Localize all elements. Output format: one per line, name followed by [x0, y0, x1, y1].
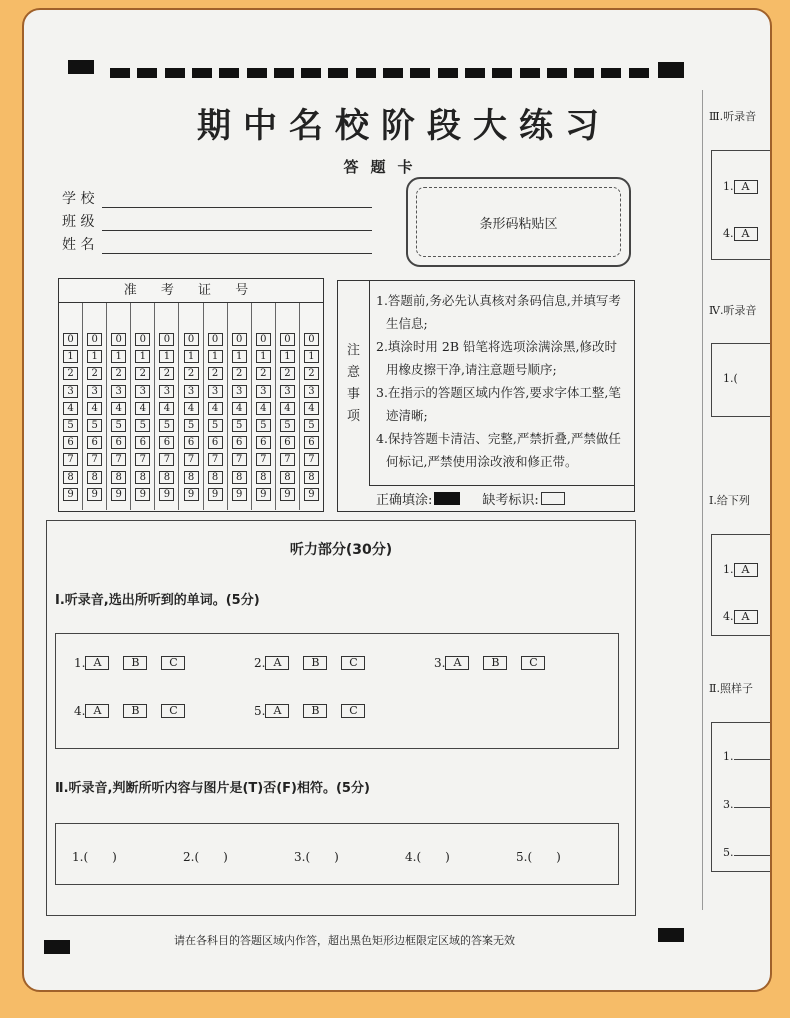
correct-fill-label: 正确填涂:: [376, 493, 433, 508]
part2-answer-box: [55, 823, 619, 885]
digit-bubble[interactable]: 0: [111, 333, 126, 346]
barcode-area: [406, 177, 631, 267]
option-a[interactable]: A: [734, 563, 758, 577]
digit-bubble[interactable]: 9: [304, 488, 319, 501]
digit-bubble[interactable]: 9: [111, 488, 126, 501]
option-a[interactable]: A: [445, 656, 469, 670]
option-a[interactable]: A: [265, 656, 289, 670]
digit-bubble[interactable]: 7: [280, 453, 295, 466]
class-field[interactable]: [62, 211, 372, 231]
digit-bubble[interactable]: 4: [111, 402, 126, 415]
notice-item: 3.在指示的答题区域内作答,要求字体工整,笔迹清晰;: [376, 385, 621, 423]
digit-bubble[interactable]: 9: [208, 488, 223, 501]
digit-bubble[interactable]: 6: [159, 436, 174, 449]
digit-bubble[interactable]: 7: [256, 453, 271, 466]
digit-bubble[interactable]: 4: [208, 402, 223, 415]
digit-bubble[interactable]: 9: [135, 488, 150, 501]
listening-title: 听力部分(30分): [289, 542, 393, 558]
option-c[interactable]: C: [521, 656, 545, 670]
timing-mark: [110, 68, 130, 78]
question-3: [434, 656, 559, 670]
digit-bubble[interactable]: 1: [280, 350, 295, 363]
page-subtitle: 答题卡: [343, 158, 425, 176]
q-num: 3.: [723, 798, 734, 811]
ticket-column: [179, 303, 203, 510]
timing-mark: [383, 68, 403, 78]
part1-answer-box: [55, 633, 619, 749]
digit-bubble[interactable]: 2: [304, 367, 319, 380]
digit-bubble[interactable]: 5: [304, 419, 319, 432]
timing-mark: [492, 68, 512, 78]
digit-bubble[interactable]: 3: [111, 385, 126, 398]
digit-bubble[interactable]: 9: [184, 488, 199, 501]
digit-bubble[interactable]: 5: [256, 419, 271, 432]
digit-bubble[interactable]: 7: [87, 453, 102, 466]
digit-bubble[interactable]: 5: [111, 419, 126, 432]
digit-bubble[interactable]: 3: [63, 385, 78, 398]
digit-bubble[interactable]: 6: [184, 436, 199, 449]
ticket-column: [59, 303, 83, 510]
option-b[interactable]: B: [303, 704, 327, 718]
q-num: 4.: [723, 227, 734, 240]
digit-bubble[interactable]: 0: [280, 333, 295, 346]
digit-bubble[interactable]: 1: [159, 350, 174, 363]
timing-mark: [410, 68, 430, 78]
digit-bubble[interactable]: 7: [63, 453, 78, 466]
digit-bubble[interactable]: 8: [87, 471, 102, 484]
digit-bubble[interactable]: 6: [111, 436, 126, 449]
question-4: [74, 704, 199, 718]
question-number: 2.: [254, 656, 266, 670]
digit-bubble[interactable]: 2: [256, 367, 271, 380]
digit-bubble[interactable]: 1: [208, 350, 223, 363]
digit-bubble[interactable]: 2: [232, 367, 247, 380]
digit-bubble[interactable]: 8: [232, 471, 247, 484]
digit-bubble[interactable]: 9: [280, 488, 295, 501]
digit-bubble[interactable]: 0: [87, 333, 102, 346]
question-5: [254, 704, 379, 718]
timing-mark: [165, 68, 185, 78]
digit-bubble[interactable]: 3: [280, 385, 295, 398]
option-b[interactable]: B: [303, 656, 327, 670]
digit-bubble[interactable]: 3: [232, 385, 247, 398]
option-a[interactable]: A: [85, 704, 109, 718]
digit-bubble[interactable]: 6: [135, 436, 150, 449]
digit-bubble[interactable]: 4: [232, 402, 247, 415]
question-number: 4.: [74, 704, 86, 718]
digit-bubble[interactable]: 1: [63, 350, 78, 363]
digit-bubble[interactable]: 4: [280, 402, 295, 415]
digit-bubble[interactable]: 1: [184, 350, 199, 363]
q-num: 5.: [723, 846, 734, 859]
digit-bubble[interactable]: 6: [256, 436, 271, 449]
barcode-label: 条形码粘贴区: [416, 187, 621, 257]
digit-bubble[interactable]: 3: [256, 385, 271, 398]
digit-bubble[interactable]: 9: [232, 488, 247, 501]
digit-bubble[interactable]: 7: [111, 453, 126, 466]
digit-bubble[interactable]: 5: [184, 419, 199, 432]
answer-sheet: [22, 8, 772, 992]
notice-label: 项: [346, 408, 360, 424]
footer-note: 请在各科目的答题区域内作答，超出黑色矩形边框限定区域的答案无效: [174, 934, 515, 947]
digit-bubble[interactable]: 2: [87, 367, 102, 380]
question-number: 1.: [74, 656, 86, 670]
digit-bubble[interactable]: 2: [159, 367, 174, 380]
digit-bubble[interactable]: 8: [184, 471, 199, 484]
q-num: 1.: [723, 563, 734, 576]
question-number: 3.: [434, 656, 446, 670]
digit-bubble[interactable]: 4: [63, 402, 78, 415]
digit-bubble[interactable]: 7: [135, 453, 150, 466]
ticket-column: [83, 303, 107, 510]
alignment-mark: [44, 940, 70, 954]
digit-bubble[interactable]: 6: [63, 436, 78, 449]
question-number: 5.: [254, 704, 266, 718]
digit-bubble[interactable]: 0: [159, 333, 174, 346]
answer-item[interactable]: 1.(: [723, 372, 738, 385]
digit-bubble[interactable]: 8: [111, 471, 126, 484]
digit-bubble[interactable]: 0: [304, 333, 319, 346]
part1-title: Ⅰ.听录音,选出所听到的单词。(5分): [55, 593, 260, 608]
digit-bubble[interactable]: 8: [208, 471, 223, 484]
digit-bubble[interactable]: 4: [135, 402, 150, 415]
digit-bubble[interactable]: 6: [87, 436, 102, 449]
section-title: Ⅰ.给下列: [709, 494, 750, 507]
digit-bubble[interactable]: 3: [184, 385, 199, 398]
tf-answer-1[interactable]: 1.( ): [72, 850, 117, 864]
digit-bubble[interactable]: 5: [208, 419, 223, 432]
ticket-column: [204, 303, 228, 510]
digit-bubble[interactable]: 7: [208, 453, 223, 466]
option-c[interactable]: C: [161, 656, 185, 670]
timing-mark: [574, 68, 594, 78]
digit-bubble[interactable]: 2: [184, 367, 199, 380]
section-title: Ⅳ.听录音: [709, 304, 757, 317]
ticket-column: [300, 303, 323, 510]
digit-bubble[interactable]: 8: [280, 471, 295, 484]
digit-bubble[interactable]: 1: [87, 350, 102, 363]
digit-bubble[interactable]: 2: [208, 367, 223, 380]
digit-bubble[interactable]: 9: [159, 488, 174, 501]
q-num: 1.: [723, 750, 734, 763]
digit-bubble[interactable]: 0: [208, 333, 223, 346]
timing-mark: [629, 68, 649, 78]
timing-mark: [601, 68, 621, 78]
digit-bubble[interactable]: 4: [159, 402, 174, 415]
digit-bubble[interactable]: 0: [232, 333, 247, 346]
digit-bubble[interactable]: 5: [135, 419, 150, 432]
notice-label: 事: [346, 386, 360, 402]
option-b[interactable]: B: [123, 704, 147, 718]
tf-answer-2[interactable]: 2.( ): [183, 850, 228, 864]
digit-bubble[interactable]: 1: [232, 350, 247, 363]
absent-mark-label: 缺考标识:: [482, 493, 539, 508]
option-c[interactable]: C: [341, 704, 365, 718]
ticket-column: [107, 303, 131, 510]
digit-bubble[interactable]: 6: [208, 436, 223, 449]
timing-mark: [520, 68, 540, 78]
timing-mark: [356, 68, 376, 78]
timing-mark: [274, 68, 294, 78]
digit-bubble[interactable]: 3: [87, 385, 102, 398]
tf-answer-3[interactable]: 3.( ): [294, 850, 339, 864]
timing-mark: [301, 68, 321, 78]
timing-mark: [247, 68, 267, 78]
page-title: 期中名校阶段大练习: [197, 106, 611, 146]
option-b[interactable]: B: [483, 656, 507, 670]
option-c[interactable]: C: [341, 656, 365, 670]
digit-bubble[interactable]: 5: [280, 419, 295, 432]
filled-sample: [434, 492, 460, 505]
timing-mark: [219, 68, 239, 78]
section-title: Ⅱ.照样子: [709, 682, 753, 695]
ticket-column: [228, 303, 252, 510]
timing-mark: [192, 68, 212, 78]
digit-bubble[interactable]: 7: [159, 453, 174, 466]
field-label: 学 校: [62, 191, 95, 207]
listening-section: [46, 520, 636, 916]
digit-bubble[interactable]: 5: [87, 419, 102, 432]
field-label: 姓 名: [62, 237, 95, 253]
alignment-mark: [68, 60, 94, 74]
absent-mark-box[interactable]: [541, 492, 565, 505]
digit-bubble[interactable]: 2: [63, 367, 78, 380]
question-2: [254, 656, 379, 670]
digit-bubble[interactable]: 9: [256, 488, 271, 501]
digit-bubble[interactable]: 6: [232, 436, 247, 449]
digit-bubble[interactable]: 1: [135, 350, 150, 363]
digit-bubble[interactable]: 0: [135, 333, 150, 346]
digit-bubble[interactable]: 1: [256, 350, 271, 363]
notice-item: 4.保持答题卡清洁、完整,严禁折叠,严禁做任何标记,严禁使用涂改液和修正带。: [376, 431, 621, 469]
timing-mark: [438, 68, 458, 78]
ticket-column: [252, 303, 276, 510]
digit-bubble[interactable]: 5: [159, 419, 174, 432]
digit-bubble[interactable]: 8: [256, 471, 271, 484]
timing-mark: [137, 68, 157, 78]
notice-label: 意: [346, 364, 360, 380]
field-label: 班 级: [62, 214, 95, 230]
digit-bubble[interactable]: 5: [63, 419, 78, 432]
digit-bubble[interactable]: 8: [63, 471, 78, 484]
timing-mark: [547, 68, 567, 78]
school-field[interactable]: [62, 188, 372, 208]
next-page-strip: [702, 90, 772, 910]
notice-item: 2.填涂时用 2B 铅笔将选项涂满涂黑,修改时用橡皮擦干净,请注意题号顺序;: [376, 339, 617, 377]
notice-box: [337, 280, 635, 512]
digit-bubble[interactable]: 9: [63, 488, 78, 501]
digit-bubble[interactable]: 3: [304, 385, 319, 398]
alignment-mark: [658, 62, 684, 78]
digit-bubble[interactable]: 6: [304, 436, 319, 449]
digit-bubble[interactable]: 4: [87, 402, 102, 415]
timing-mark: [465, 68, 485, 78]
digit-bubble[interactable]: 3: [135, 385, 150, 398]
digit-bubble[interactable]: 1: [304, 350, 319, 363]
digit-bubble[interactable]: 7: [232, 453, 247, 466]
option-c[interactable]: C: [161, 704, 185, 718]
digit-bubble[interactable]: 9: [87, 488, 102, 501]
digit-bubble[interactable]: 0: [184, 333, 199, 346]
ticket-column: [276, 303, 300, 510]
option-a[interactable]: A: [265, 704, 289, 718]
digit-bubble[interactable]: 3: [159, 385, 174, 398]
notice-item: 1.答题前,务必先认真核对条码信息,并填写考生信息;: [376, 293, 621, 331]
option-a[interactable]: A: [734, 610, 758, 624]
q-num: 1.: [723, 180, 734, 193]
digit-bubble[interactable]: 8: [159, 471, 174, 484]
timing-mark: [328, 68, 348, 78]
tf-answer-5[interactable]: 5.( ): [516, 850, 561, 864]
digit-bubble[interactable]: 5: [232, 419, 247, 432]
digit-bubble[interactable]: 2: [111, 367, 126, 380]
option-a[interactable]: A: [734, 180, 758, 194]
digit-bubble[interactable]: 6: [280, 436, 295, 449]
notice-label: 注: [346, 342, 360, 358]
digit-bubble[interactable]: 2: [280, 367, 295, 380]
ticket-number-grid[interactable]: [58, 278, 324, 512]
digit-bubble[interactable]: 7: [304, 453, 319, 466]
digit-bubble[interactable]: 0: [63, 333, 78, 346]
digit-bubble[interactable]: 4: [184, 402, 199, 415]
digit-bubble[interactable]: 4: [304, 402, 319, 415]
q-num: 4.: [723, 610, 734, 623]
digit-bubble[interactable]: 3: [208, 385, 223, 398]
digit-bubble[interactable]: 4: [256, 402, 271, 415]
ticket-column: [155, 303, 179, 510]
alignment-mark: [658, 928, 684, 942]
digit-bubble[interactable]: 8: [304, 471, 319, 484]
option-a[interactable]: A: [85, 656, 109, 670]
option-b[interactable]: B: [123, 656, 147, 670]
digit-bubble[interactable]: 0: [256, 333, 271, 346]
name-field[interactable]: [62, 234, 372, 254]
option-a[interactable]: A: [734, 227, 758, 241]
digit-bubble[interactable]: 1: [111, 350, 126, 363]
digit-bubble[interactable]: 2: [135, 367, 150, 380]
question-1: [74, 656, 199, 670]
section-title: Ⅲ.听录音: [709, 110, 757, 123]
ticket-header: 准 考 证 号: [59, 279, 323, 303]
part2-title: Ⅱ.听录音,判断所听内容与图片是(T)否(F)相符。(5分): [55, 781, 370, 796]
digit-bubble[interactable]: 8: [135, 471, 150, 484]
digit-bubble[interactable]: 7: [184, 453, 199, 466]
tf-answer-4[interactable]: 4.( ): [405, 850, 450, 864]
ticket-column: [131, 303, 155, 510]
